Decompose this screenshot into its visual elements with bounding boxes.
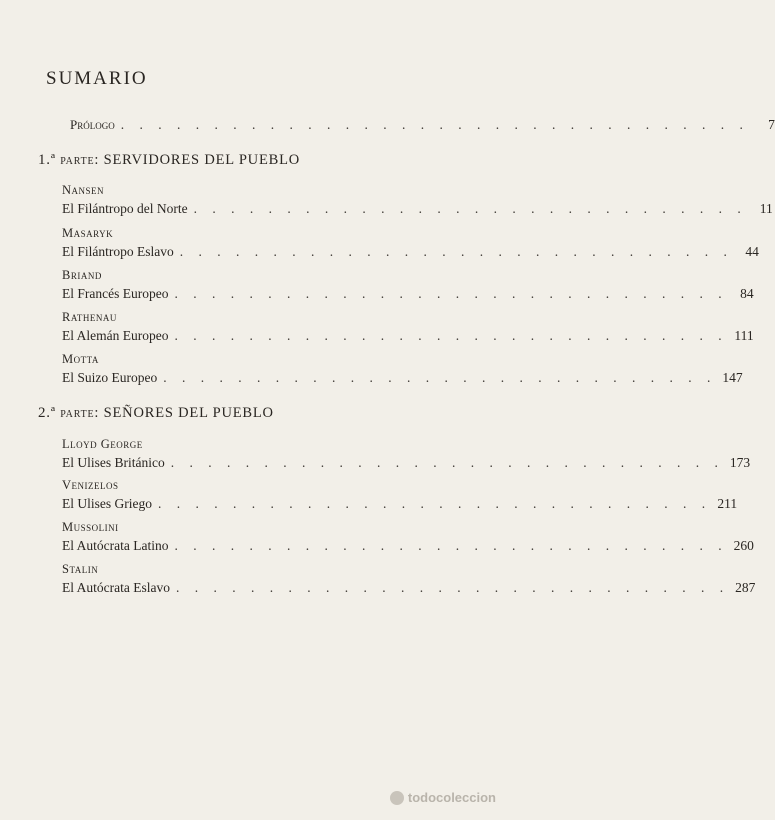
part-ordinal: 1.ª [38,152,56,168]
toc-entry[interactable] [62,370,743,386]
dot-leader: . . . . . . . . . . . . . . . . . . . . . . . . . . . . . . [174,328,728,343]
toc-page-number: 84 [740,286,754,301]
toc-entry-title: El Filántropo Eslavo [62,244,174,259]
author-name: Venizelos [62,478,119,492]
author-name: Mussolini [62,520,119,534]
dot-leader: . . . . . . . . . . . . . . . . . . . . . . . . . . . . . . [158,496,712,511]
toc-entry[interactable] [62,328,754,344]
author-name: Nansen [62,183,105,197]
dot-leader: . . . . . . . . . . . . . . . . . . . . . . . . . . . . . . [163,370,717,385]
part-ordinal: 2.ª [38,405,56,421]
dot-leader: . . . . . . . . . . . . . . . . . . . . . . . . . . . . . . [179,244,733,259]
toc-entry[interactable] [62,496,738,512]
toc-entry[interactable] [62,580,756,596]
toc-entry[interactable] [62,455,751,471]
part-label: parte: [60,152,100,168]
todocoleccion-logo-icon [390,791,404,805]
toc-entry-title: El Suizo Europeo [62,370,158,385]
toc-entry[interactable] [62,201,773,217]
toc-page-number: 111 [734,328,754,343]
toc-entry-title: Prólogo [70,117,115,132]
toc-entry[interactable] [62,244,759,260]
author-name: Motta [62,352,99,366]
part-heading-2 [38,405,274,422]
part-title: SEÑORES DEL PUEBLO [103,405,274,421]
toc-entry-title: El Ulises Griego [62,496,152,511]
page-title: SUMARIO [46,68,148,89]
toc-page-number: 7 [768,117,775,132]
author-name: Lloyd George [62,437,143,451]
toc-entry-title: El Alemán Europeo [62,328,169,343]
toc-entry-title: El Autócrata Latino [62,538,169,553]
toc-page-number: 260 [733,538,754,553]
part-title: SERVIDORES DEL PUEBLO [103,152,301,168]
toc-entry-title: El Ulises Británico [62,455,165,470]
author-name: Rathenau [62,310,117,324]
dot-leader: . . . . . . . . . . . . . . . . . . . . . . . . . . . . . . [174,538,728,553]
toc-page-number: 287 [735,580,756,595]
toc-entry[interactable] [62,286,754,302]
author-name: Masaryk [62,226,114,240]
toc-entry-title: El Filántropo del Norte [62,201,188,216]
toc-entry[interactable] [62,538,754,554]
toc-page-number: 211 [717,496,738,511]
toc-page-number: 173 [729,455,751,470]
part-label: parte: [60,405,100,421]
dot-leader: . . . . . . . . . . . . . . . . . . . . . . . . . . . . . . . . . . [120,117,749,132]
dot-leader: . . . . . . . . . . . . . . . . . . . . . . . . . . . . . . [193,201,747,216]
dot-leader: . . . . . . . . . . . . . . . . . . . . . . . . . . . . . . [170,455,724,470]
toc-page-number: 44 [745,244,759,259]
author-name: Stalin [62,562,99,576]
dot-leader: . . . . . . . . . . . . . . . . . . . . . . . . . . . . . . [175,580,730,595]
toc-entry-prologo[interactable] [70,117,775,133]
toc-entry-title: El Autócrata Eslavo [62,580,170,595]
toc-page-number: 11 [759,201,773,216]
watermark-text: todocoleccion [407,790,496,805]
toc-page-number: 147 [722,370,743,385]
toc-entry-title: El Francés Europeo [62,286,169,301]
part-heading-1 [38,152,300,169]
dot-leader: . . . . . . . . . . . . . . . . . . . . . . . . . . . . . . [174,286,728,301]
watermark [390,790,496,805]
author-name: Briand [62,268,102,282]
